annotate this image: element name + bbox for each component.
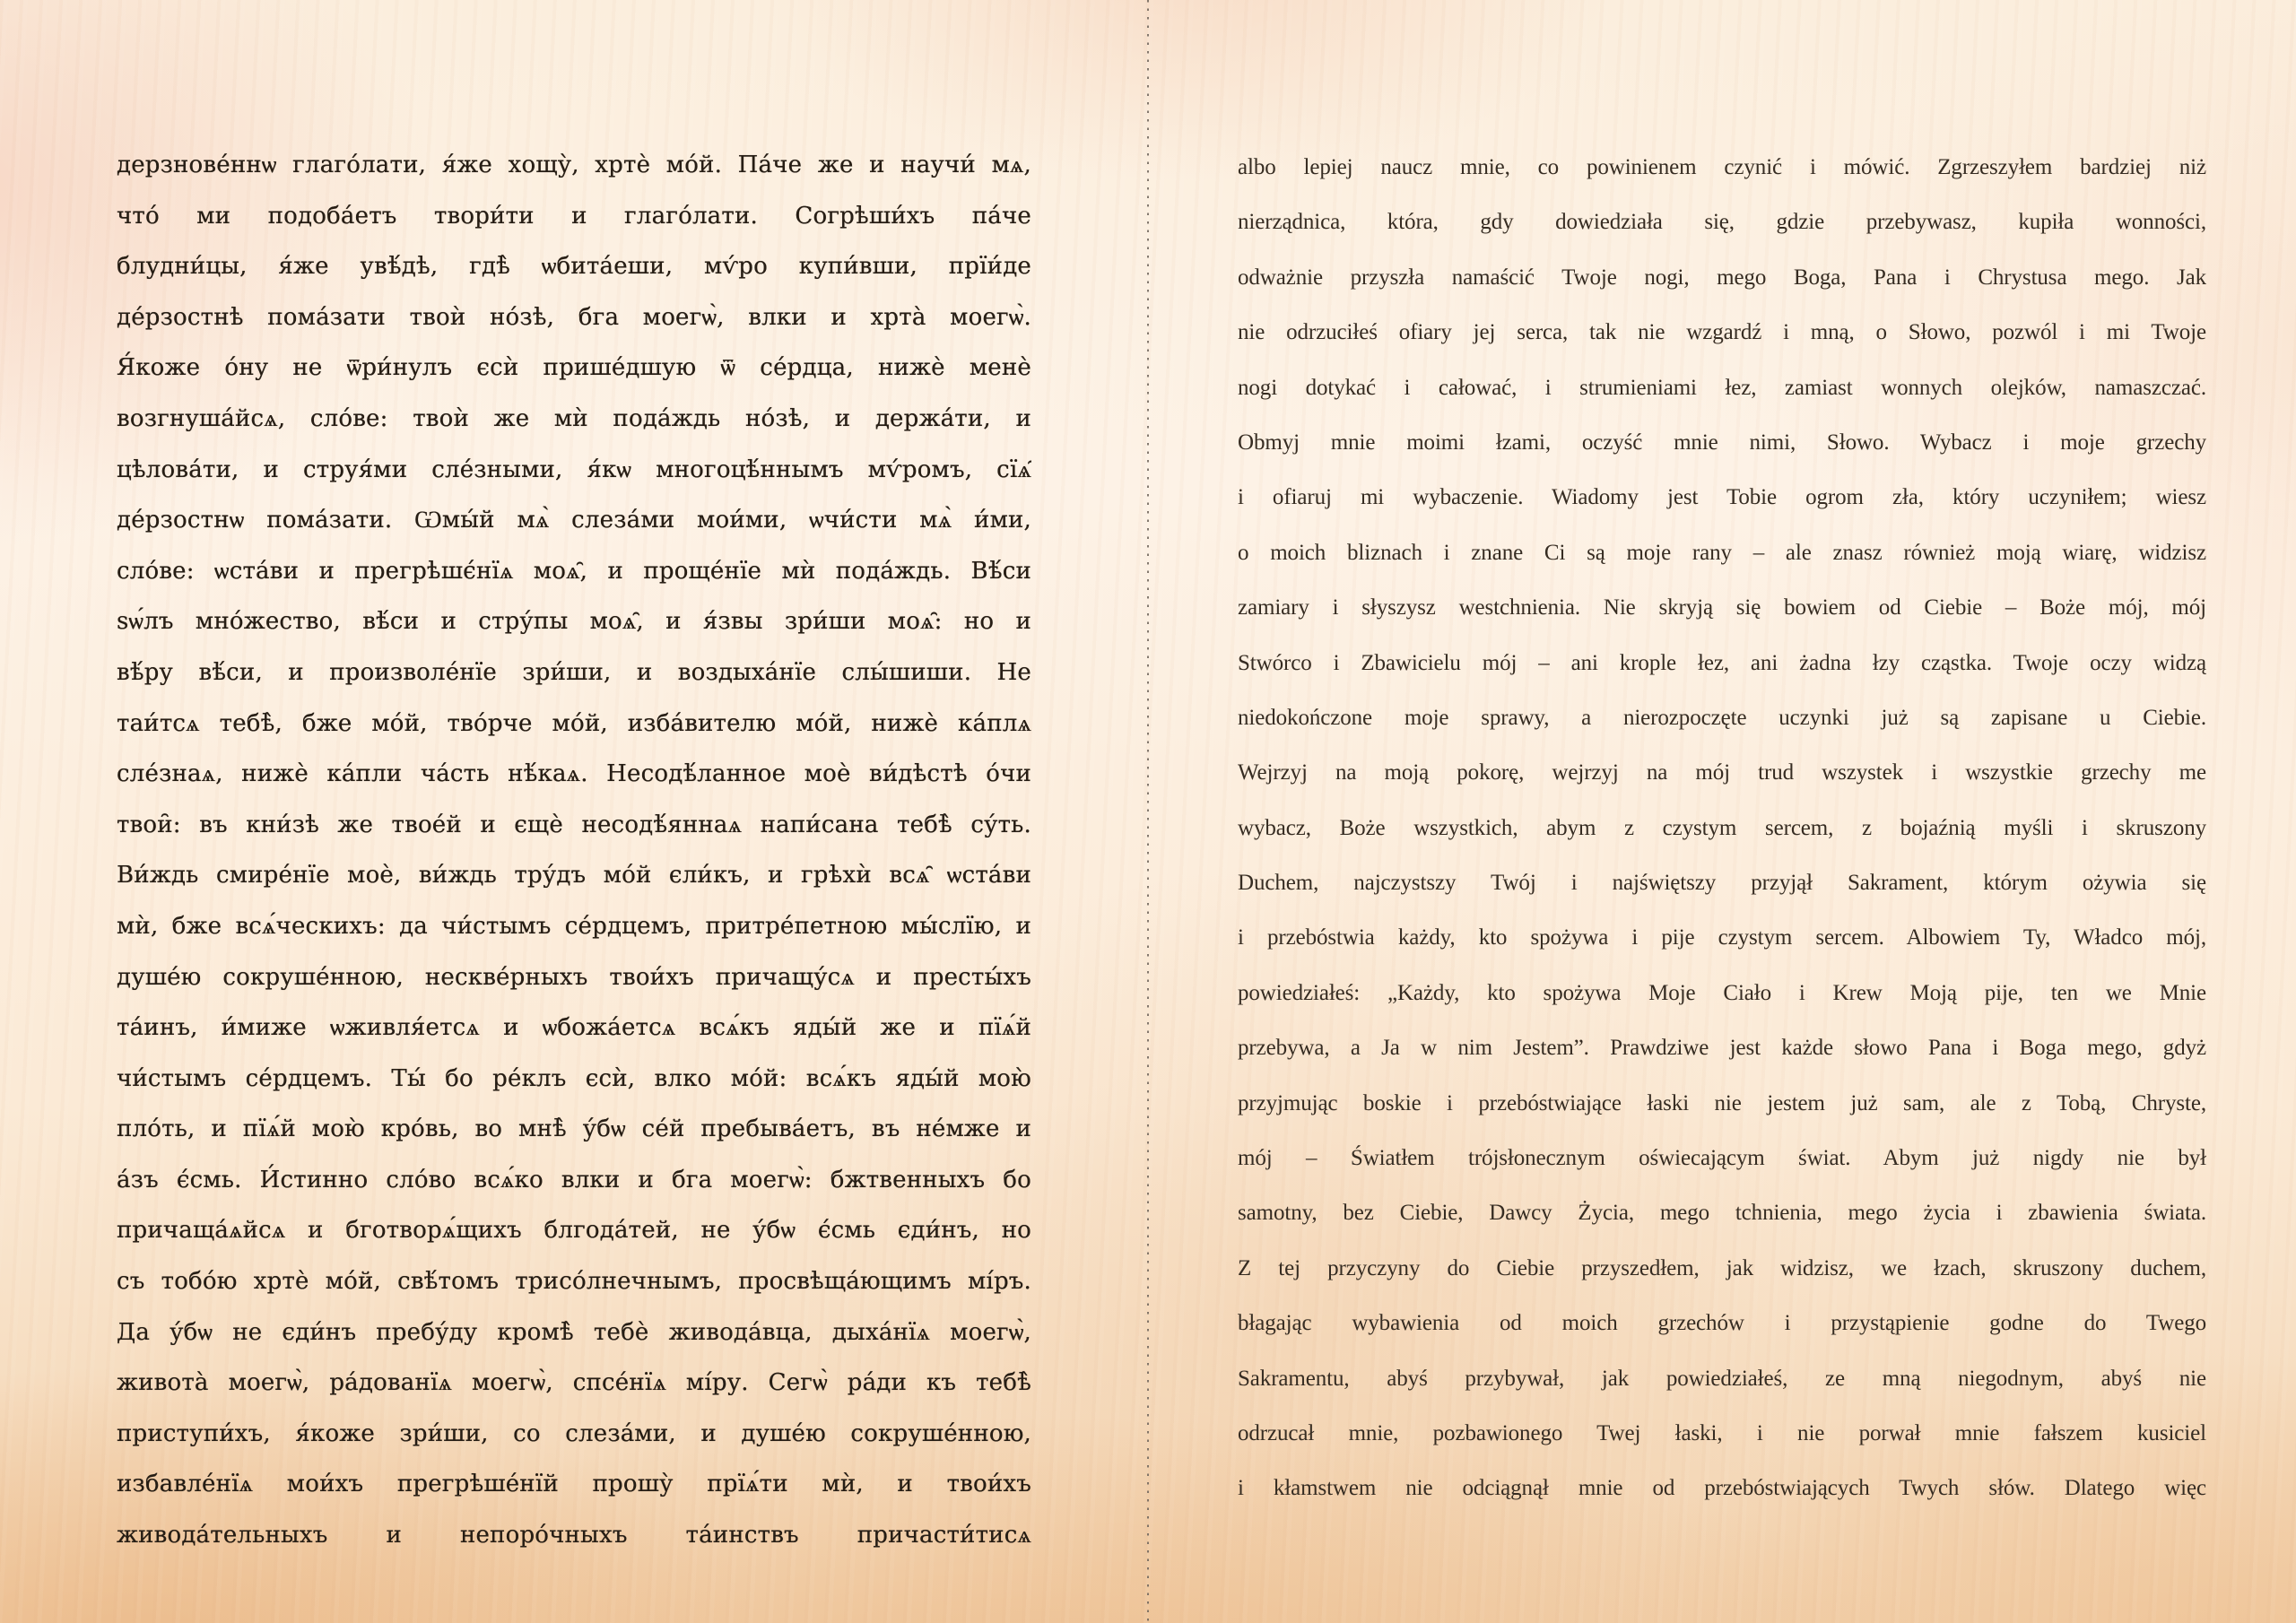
text-line: odrzucał mnie, pozbawionego Twej łaski, i nie porwał mnie fałszem kusiciel bbox=[1238, 1420, 2206, 1445]
text-line: чи́стымъ се́рдцемъ. Ты́ бо ре́клъ єсѝ, влко мо́й: всѧ́къ яды́й мою̀ bbox=[117, 1064, 1031, 1092]
text-line: Я́коже о́ну не ѿри́нулъ єсѝ прише́дшую ѿ се́рдца, нижѐ менѐ bbox=[117, 354, 1031, 382]
text-line: цѣлова́ти, и струя́ми сле́зными, я́кѡ многоцѣ́ннымъ мѵ́ромъ, сїѧ̑ bbox=[117, 456, 1031, 483]
text-line: Duchem, najczystszy Twój i najświętszy przyjął Sakrament, którym ożywia się bbox=[1238, 871, 2206, 896]
text-line: живота̀ моегѡ̀, ра́дованїѧ моегѡ̀, спсе́нїѧ мі́ру. Сегѡ̀ ра́ди къ тебѣ̀ bbox=[117, 1369, 1031, 1397]
text-line: де́рзостнѡ пома́зати. Ѡмы́й мѧ̀ слеза́ми мои́ми, ѡчи́сти мѧ̀ и́ми, bbox=[117, 507, 1031, 534]
text-line: samotny, bez Ciebie, Dawcy Życia, mego tchnienia, mego życia i zbawienia świata. bbox=[1238, 1201, 2206, 1226]
text-line: przebywa, a Ja w nim Jestem”. Prawdziwe jest każde słowo Pana i Boga mego, gdyż bbox=[1238, 1036, 2206, 1061]
text-line: nie odrzuciłeś ofiary jej serca, tak nie wzgardź i mną, o Słowo, pozwól i mi Twoje bbox=[1238, 320, 2206, 345]
text-line: приступи́хъ, я́коже зри́ши, со слеза́ми, и душе́ю сокруше́нною, bbox=[117, 1419, 1031, 1447]
text-line: причаща́ѧйсѧ и бготворѧ́щихъ блгода́тей, не у́бѡ є́смь єди́нъ, но bbox=[117, 1217, 1031, 1245]
text-line: что́ ми подоба́етъ твори́ти и глаго́лати. Согрѣши́хъ па́че bbox=[117, 202, 1031, 230]
text-line: błagając wybawienia od moich grzechów i przystąpienie godne do Twego bbox=[1238, 1311, 2206, 1336]
text-line: та́инъ, и́миже ѡживля́етсѧ и ѡбожа́етсѧ всѧ́къ яды́й же и пїѧ́й bbox=[117, 1014, 1031, 1042]
text-line: i kłamstwem nie odciągnął mnie od przebóstwiających Twych słów. Dlatego więc bbox=[1238, 1476, 2206, 1501]
text-line: Stwórco i Zbawicielu mój – ani krople łez, ani żadna łzy cząstka. Twoje oczy widzą bbox=[1238, 650, 2206, 675]
text-line: zamiary i słyszysz westchnienia. Nie skryją się bowiem od Ciebie – Boże mój, mój bbox=[1238, 595, 2206, 621]
text-line: блудни́цы, я́же увѣ́дѣ, гдѣ̀ ѡбита́еши, мѵ́ро купи́вши, прїи́де bbox=[117, 253, 1031, 281]
text-line: пло́ть, и пїѧ́й мою̀ кро́вь, во мнѣ̀ у́бѡ се́й пребыва́етъ, въ не́мже и bbox=[117, 1115, 1031, 1143]
text-line: избавле́нїѧ мои́хъ прегрѣше́нїй прошу̀ прїѧ́ти мѝ, и твои́хъ bbox=[117, 1471, 1031, 1498]
text-line: albo lepiej naucz mnie, co powinienem czynić i mówić. Zgrzeszyłem bardziej niż bbox=[1238, 155, 2206, 179]
text-line: niedokończone moje sprawy, a nierozpoczęte uczynki już są zapisane u Ciebie. bbox=[1238, 705, 2206, 730]
text-line: wybacz, Boże wszystkich, abym z czystym sercem, z bojaźnią myśli i skruszony bbox=[1238, 815, 2206, 840]
text-line: i przebóstwia każdy, kto spożywa i pije czystym sercem. Albowiem Ty, Władco mój, bbox=[1238, 925, 2206, 950]
text-line: mój – Światłem trójsłonecznym oświecającym świat. Abym już nigdy nie był bbox=[1238, 1146, 2206, 1171]
text-line: сло́ве: ѡста́ви и прегрѣшє́нїѧ моѧ̑, и проще́нїе мѝ пода́ждь. Вѣ́си bbox=[117, 557, 1031, 585]
text-line: душе́ю сокруше́нною, нескве́рныхъ твои́хъ причащу́сѧ и престы́хъ bbox=[117, 963, 1031, 991]
text-line: nierządnica, która, gdy dowiedziała się, gdzie przebywasz, kupiła wonności, bbox=[1238, 210, 2206, 235]
text-line: а́зъ є́смь. И́стинно сло́во всѧ́ко влки и бга моегѡ̀: бжтвенныхъ бо bbox=[117, 1166, 1031, 1193]
text-line: твои̑: въ кни́зѣ же твое́й и єщѐ несодѣ́яннаѧ напи́сана тебѣ̀ су́ть. bbox=[117, 811, 1031, 838]
text-line: живода́тельныхъ и непоро́чныхъ та́инствъ причасти́тисѧ bbox=[117, 1522, 1031, 1549]
text-line: przyjmując boskie i przebóstwiające łaski nie jestem już sam, ale z Tobą, Chryste, bbox=[1238, 1090, 2206, 1115]
text-line: Z tej przyczyny do Ciebie przyszedłem, jak widzisz, we łzach, skruszony duchem, bbox=[1238, 1255, 2206, 1280]
left-page-text-column bbox=[117, 140, 1031, 1561]
text-line: мѝ, бже всѧ́ческихъ: да чи́стымъ се́рдцемъ, притре́петною мы́слїю, и bbox=[117, 912, 1031, 940]
text-line: Ви́ждь смире́нїе моѐ, ви́ждь тру́дъ мо́й єли́къ, и грѣхѝ всѧ̑ ѡста́ви bbox=[117, 862, 1031, 890]
text-line: odważnie przyszła namaścić Twoje nogi, mego Boga, Pana i Chrystusa mego. Jak bbox=[1238, 265, 2206, 290]
text-line: вѣ́ру вѣ́си, и произволе́нїе зри́ши, и воздыха́нїе слы́шиши. Не bbox=[117, 658, 1031, 686]
right-page-text-column bbox=[1238, 140, 2206, 1516]
text-line: i ofiaruj mi wybaczenie. Wiadomy jest Tobie ogrom zła, który uczyniłem; wiesz bbox=[1238, 485, 2206, 510]
text-line: Wejrzyj na moją pokorę, wejrzyj na mój trud wszystek i wszystkie grzechy me bbox=[1238, 760, 2206, 785]
text-line: nogi dotykać i całować, i strumieniami łez, zamiast wonnych olejków, namaszczać. bbox=[1238, 375, 2206, 400]
page-divider-dotted-line bbox=[1147, 0, 1149, 1623]
text-line: Да у́бѡ не єди́нъ пребу́ду кромѣ̀ тебѐ живода́вца, дыха́нїѧ моегѡ̀, bbox=[117, 1318, 1031, 1346]
text-line: Sakramentu, abyś przybywał, jak powiedziałeś, ze mną niegodnym, abyś nie bbox=[1238, 1366, 2206, 1391]
text-line: съ тобо́ю хртѐ мо́й, свѣ́томъ трисо́лнечнымъ, просвѣща́ющимъ мі́ръ. bbox=[117, 1268, 1031, 1296]
text-line: де́рзостнѣ пома́зати твоѝ но́зѣ, бга моегѡ̀, влки и хрта̀ моегѡ̀. bbox=[117, 303, 1031, 331]
text-line: возгнуша́йсѧ, сло́ве: твоѝ же мѝ пода́ждь но́зѣ, и держа́ти, и bbox=[117, 404, 1031, 432]
text-line: сле́знаѧ, нижѐ ка́пли ча́сть нѣ́каѧ. Несодѣ́ланное моѐ ви́дѣстѣ о́чи bbox=[117, 760, 1031, 788]
text-line: Obmyj mnie moimi łzami, oczyść mnie nimi, Słowo. Wybacz i moje grzechy bbox=[1238, 430, 2206, 455]
text-line: o moich bliznach i znane Ci są moje rany – ale znasz również moją wiarę, widzisz bbox=[1238, 540, 2206, 565]
text-line: powiedziałeś: „Każdy, kto spożywa Moje Ciało i Krew Moją pije, ten we Mnie bbox=[1238, 980, 2206, 1005]
text-line: таи́тсѧ тебѣ̀, бже мо́й, тво́рче мо́й, изба́вителю мо́й, нижѐ ка́плѧ bbox=[117, 709, 1031, 737]
text-line: ѕѡ́лъ мно́жество, вѣ́си и стру́пы моѧ̑, и я́звы зри́ши моѧ̑: но и bbox=[117, 608, 1031, 636]
text-line: дерзнове́ннѡ глаго́лати, я́же хощу̀, хртѐ мо́й. Па́че же и научи́ мѧ, bbox=[117, 152, 1031, 178]
